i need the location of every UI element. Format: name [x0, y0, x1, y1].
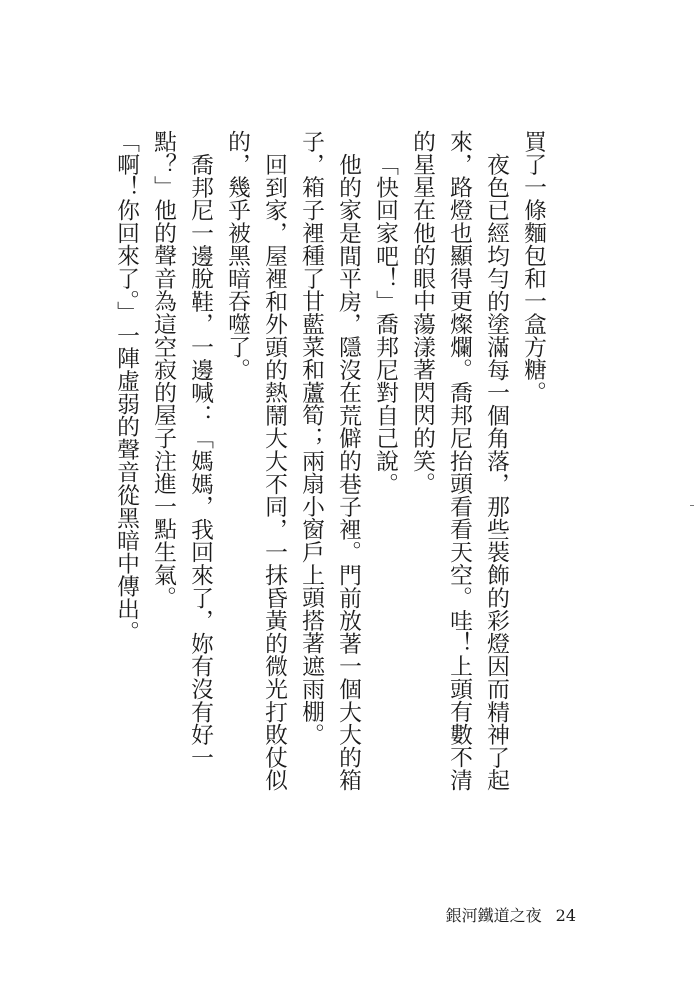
paragraph-6: 喬邦尼一邊脫鞋，一邊喊：「媽媽，我回來了，妳有沒有好一點？」他的聲音為這空寂的屋子注進一點生氣。 — [150, 130, 213, 769]
paragraph-1: 買了一條麵包和一盒方糖。 — [520, 130, 546, 404]
paragraph-5: 回到家，屋裡和外頭的熱鬧大大不同，一抹昏黃的微光打敗仗似的，幾乎被黑暗吞噬了。 — [224, 130, 287, 792]
book-title: 銀河鐵道之夜 — [445, 906, 542, 925]
paragraph-2: 夜色已經均勻的塗滿每一個角落，那些裝飾的彩燈因而精神了起來，路燈也顯得更燦爛。喬邦尼抬頭看看天空。哇！上頭有數不清的星星在他的眼中蕩漾著閃閃的笑。 — [409, 130, 509, 792]
paragraph-4: 他的家是間平房，隱沒在荒僻的巷子裡。門前放著一個大大的箱子，箱子裡種了甘藍菜和蘆筍；兩扇小窗戶上頭搭著遮雨棚。 — [298, 130, 361, 792]
margin-mark — [690, 505, 694, 506]
paragraph-7: 「啊！你回來了。」一陣虛弱的聲音從黑暗中傳出。 — [113, 130, 139, 643]
paragraph-3: 「快回家吧！」喬邦尼對自己說。 — [372, 152, 398, 495]
body-text — [107, 130, 551, 810]
page-number: 24 — [555, 906, 576, 925]
running-footer — [446, 903, 576, 926]
